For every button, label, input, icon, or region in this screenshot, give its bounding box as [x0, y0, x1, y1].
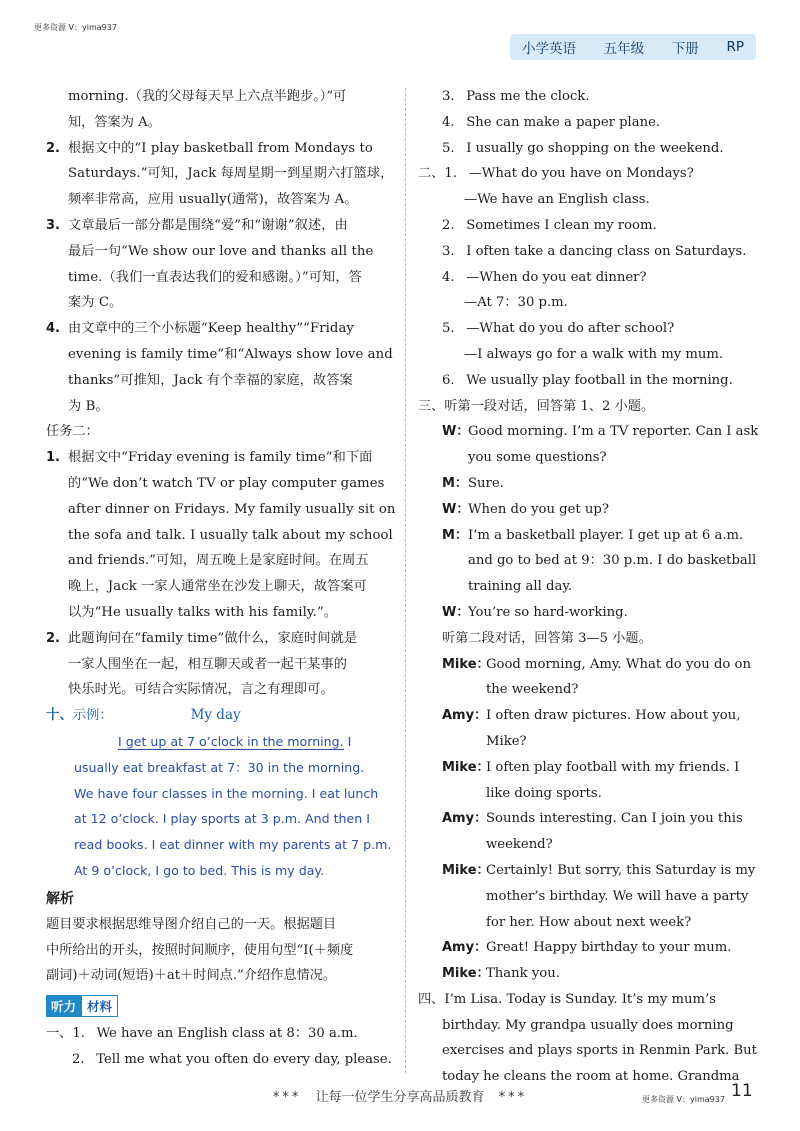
text-line: 晚上，Jack 一家人通常坐在沙发上聊天，故答案可 [68, 579, 367, 595]
item-number: 1. [72, 1026, 85, 1042]
section-one-label: 一、 [46, 1026, 73, 1042]
text-line: you some questions? [468, 450, 607, 466]
task-two-title: 任务二： [46, 424, 99, 440]
speaker-label: Amy： [442, 811, 488, 827]
text-line: Sure. [468, 475, 504, 491]
essay-line: at 12 o’clock. I play sports at 3 p.m. And then I [74, 811, 370, 827]
section-three-title [418, 394, 760, 420]
item-text: Tell me what you often do every day, please. [96, 1051, 392, 1067]
speaker-label: Mike： [442, 656, 490, 672]
text-line: 知，答案为 A。 [68, 114, 161, 130]
item-text: —What do you have on Mondays? [468, 166, 694, 182]
essay-first-line [74, 729, 392, 755]
item-number: 3. [46, 217, 60, 233]
text-line: the sofa and talk. I usually talk about my school [68, 527, 393, 543]
essay-line: usually eat breakfast at 7：30 in the morning. [74, 759, 365, 775]
text-line: I’m a basketball player. I get up at 6 a.m. [468, 527, 744, 543]
speaker-label: W： [442, 424, 470, 440]
footer-stars-right: *** [498, 1090, 528, 1105]
text-line: after dinner on Fridays. My family usually sit on [68, 501, 396, 517]
text-line: 的“We don’t watch TV or play computer games [68, 475, 385, 491]
item-number: 2. [46, 630, 60, 646]
text-line: Mike? [486, 733, 527, 749]
item-number: 4. [442, 114, 455, 130]
item-text: —What do you do after school? [466, 321, 675, 337]
sample-label: 示例： [73, 708, 113, 724]
listening-item-3 [418, 84, 760, 110]
text-line: When do you get up? [468, 501, 609, 517]
section-three-instruction: 听第一段对话，回答第 1、2 小题。 [444, 398, 655, 414]
speaker-label: Mike： [442, 966, 490, 982]
speaker-label: Mike： [442, 862, 490, 878]
text-line: today he cleans the room at home. Grandma [442, 1069, 740, 1085]
analysis-text [46, 912, 392, 989]
item-text: She can make a paper plane. [466, 114, 661, 130]
text-line: You’re so hard-working. [468, 604, 628, 620]
text-line: 快乐时光。可结合实际情况，言之有理即可。 [68, 682, 334, 698]
dialogue-turn [442, 858, 760, 935]
text-line: evening is family time”和“Always show love and [68, 346, 393, 362]
speaker-label: W： [442, 501, 470, 517]
left-column [46, 84, 396, 1073]
footer-stars-left: *** [272, 1090, 302, 1105]
listening-material-tag [46, 995, 392, 1017]
sample-essay [46, 729, 392, 884]
text-line: 中所给出的开头，按照时间顺序，使用句型“I(＋频度 [46, 942, 354, 958]
item-number: 6. [442, 372, 455, 388]
item-number: 3. [442, 243, 455, 259]
item-text: We usually play football in the morning. [466, 372, 733, 388]
dialogue-turn [442, 703, 760, 755]
header-grade: 五年级 [603, 41, 645, 57]
text-line: I’m Lisa. Today is Sunday. It’s my mum’s [444, 991, 716, 1007]
text-line: 频率非常高，应用 usually(通常)，故答案为 A。 [68, 192, 358, 208]
item-number: 1. [46, 450, 60, 466]
item-text: —When do you eat dinner? [466, 269, 647, 285]
header-edition: RP [726, 39, 744, 55]
dialogue-turn [442, 806, 760, 858]
speaker-label: Amy： [442, 708, 488, 724]
right-column [418, 84, 760, 1090]
section-two-item-5 [418, 316, 760, 342]
text-line: and friends.”可知，周五晚上是家庭时间。在周五 [68, 553, 369, 569]
text-line: 由文章中的三个小标题“Keep healthy”“Friday [68, 321, 354, 337]
header-subject: 小学英语 [522, 41, 576, 57]
speaker-label: Mike： [442, 759, 490, 775]
bottom-watermark: 更多资源 V：yima937 [642, 1095, 725, 1104]
text-line: Certainly! But sorry, this Saturday is my [486, 862, 756, 878]
section-two-item-4 [418, 265, 760, 291]
section-three-label: 三、 [418, 398, 445, 414]
speaker-label: W： [442, 604, 470, 620]
text-line: Good morning. I’m a TV reporter. Can I ask [468, 424, 759, 440]
text-line: —We have an English class. [464, 192, 650, 208]
text-line: Good morning, Amy. What do you do on [486, 656, 751, 672]
item-number: 5. [442, 321, 455, 337]
dialogue-turn [442, 497, 760, 523]
listening-item-2 [46, 1047, 392, 1073]
dialogue-one [418, 419, 760, 987]
dialogue-turn [442, 935, 760, 961]
dialogue-turn [442, 600, 760, 626]
item-number: 4. [442, 269, 455, 285]
text-line: for her. How about next week? [486, 914, 692, 930]
section-ten-heading [46, 703, 392, 729]
text-line: 副词)＋动词(短语)＋at＋时间点.”介绍作息情况。 [46, 968, 337, 984]
section-two-item-2 [418, 213, 760, 239]
dialogue-turn [442, 471, 760, 497]
section-three-instruction-2: 听第二段对话，回答第 3—5 小题。 [442, 630, 652, 646]
tag-listening: 听力 [46, 995, 81, 1017]
section-four-label: 四、 [418, 991, 445, 1007]
section-two-item-6 [418, 368, 760, 394]
item-number: 2. [72, 1051, 85, 1067]
text-line: 为 B。 [68, 398, 109, 414]
book-header-bar [510, 34, 756, 60]
analysis-heading: 解析 [46, 890, 74, 907]
footer-slogan: 让每一位学生分享高品质教育 [315, 1090, 485, 1105]
section-two-item-3 [418, 239, 760, 265]
item-text: I usually go shopping on the weekend. [466, 140, 724, 156]
text-line: 根据文中的“I play basketball from Mondays to [68, 140, 373, 156]
section-two-item-1 [418, 161, 760, 187]
text-line: 根据文中“Friday evening is family time”和下面 [68, 450, 373, 466]
text-line: —At 7：30 p.m. [464, 295, 568, 311]
text-line: 文章最后一部分都是围绕“爱”和“谢谢”叙述，由 [68, 217, 348, 233]
text-line: Thank you. [486, 966, 560, 982]
text-line: 案为 C。 [68, 295, 123, 311]
text-line: and go to bed at 9：30 p.m. I do basketball [468, 553, 757, 569]
listening-item-4 [418, 110, 760, 136]
section-ten-label: 十、 [46, 707, 73, 724]
answer-item-4 [46, 316, 392, 419]
text-line: like doing sports. [486, 785, 602, 801]
dialogue-turn [442, 523, 760, 600]
header-term: 下册 [671, 41, 699, 57]
text-line: the weekend? [486, 682, 579, 698]
dialogue-turn [442, 419, 760, 471]
text-line: 此题询问在“family time”做什么，家庭时间就是 [68, 630, 358, 646]
item-number: 2. [46, 140, 60, 156]
text-line: thanks”可推知，Jack 有个幸福的家庭，故答案 [68, 372, 353, 388]
text-line: —I always go for a walk with my mum. [464, 346, 724, 362]
text-line: 最后一句“We show our love and thanks all the [68, 243, 374, 259]
task2-item-1 [46, 445, 396, 626]
section-four-first-line [418, 987, 760, 1013]
answer-item-3 [46, 213, 392, 316]
speaker-label: M： [442, 527, 468, 543]
task2-item-2 [46, 626, 392, 703]
item-text: We have an English class at 8：30 a.m. [96, 1026, 358, 1042]
speaker-label: M： [442, 475, 468, 491]
essay-line: read books. I eat dinner with my parents at 7 p.m. [74, 837, 392, 853]
top-watermark: 更多资源 V：yima937 [34, 23, 117, 32]
page-number: 11 [731, 1081, 753, 1101]
section-two-label: 二、 [418, 166, 445, 182]
item-number: 2. [442, 217, 455, 233]
text-line: I often draw pictures. How about you, [486, 708, 741, 724]
item-number: 4. [46, 321, 60, 337]
item-number: 3. [442, 89, 455, 104]
item-text: I often take a dancing class on Saturdays. [466, 243, 747, 259]
dialogue-turn [442, 755, 760, 807]
column-divider [405, 88, 406, 1073]
text-line: training all day. [468, 579, 573, 595]
text-line: Saturdays.”可知，Jack 每周星期一到星期六打篮球， [68, 166, 394, 182]
text-line: 以为“He usually talks with his family.”。 [68, 604, 338, 620]
essay-title: My day [190, 707, 241, 724]
text-line: 题目要求根据思维导图介绍自己的一天。根据题目 [46, 916, 337, 932]
item-text: Pass me the clock. [466, 89, 590, 104]
dialogue-turn [442, 652, 760, 704]
speaker-label: Amy： [442, 940, 488, 956]
essay-given-opening: I get up at 7 o’clock in the morning. [118, 733, 344, 749]
text-line: mother’s birthday. We will have a party [486, 888, 749, 904]
text-line: Great! Happy birthday to your mum. [486, 940, 732, 956]
listening-item-5 [418, 136, 760, 162]
text-line: I often play football with my friends. I [486, 759, 740, 775]
text-line: birthday. My grandpa usually does morning [442, 1017, 734, 1033]
essay-line: We have four classes in the morning. I eat lunch [74, 785, 379, 801]
item-number: 1. [444, 166, 457, 182]
tag-material: 材料 [81, 995, 118, 1017]
listening-item-1 [46, 1021, 392, 1047]
text-line: time.（我们一直表达我们的爱和感谢。）”可知，答 [68, 269, 362, 285]
text-line: 一家人围坐在一起，相互聊天或者一起干某事的 [68, 656, 348, 672]
essay-line: At 9 o’clock, I go to bed. This is my day. [74, 862, 325, 878]
text-line: weekend? [486, 837, 553, 853]
dialogue-turn [442, 961, 760, 987]
essay-first-line-rest: I [343, 733, 352, 749]
answer-continuation [46, 84, 392, 136]
item-text: Sometimes I clean my room. [466, 217, 657, 233]
text-line: Sounds interesting. Can I join you this [486, 811, 743, 827]
item-number: 5. [442, 140, 455, 156]
text-line: exercises and plays sports in Renmin Park. But [442, 1043, 757, 1059]
text-line: morning.（我的父母每天早上六点半跑步。）”可 [68, 89, 347, 104]
answer-item-2 [46, 136, 392, 213]
